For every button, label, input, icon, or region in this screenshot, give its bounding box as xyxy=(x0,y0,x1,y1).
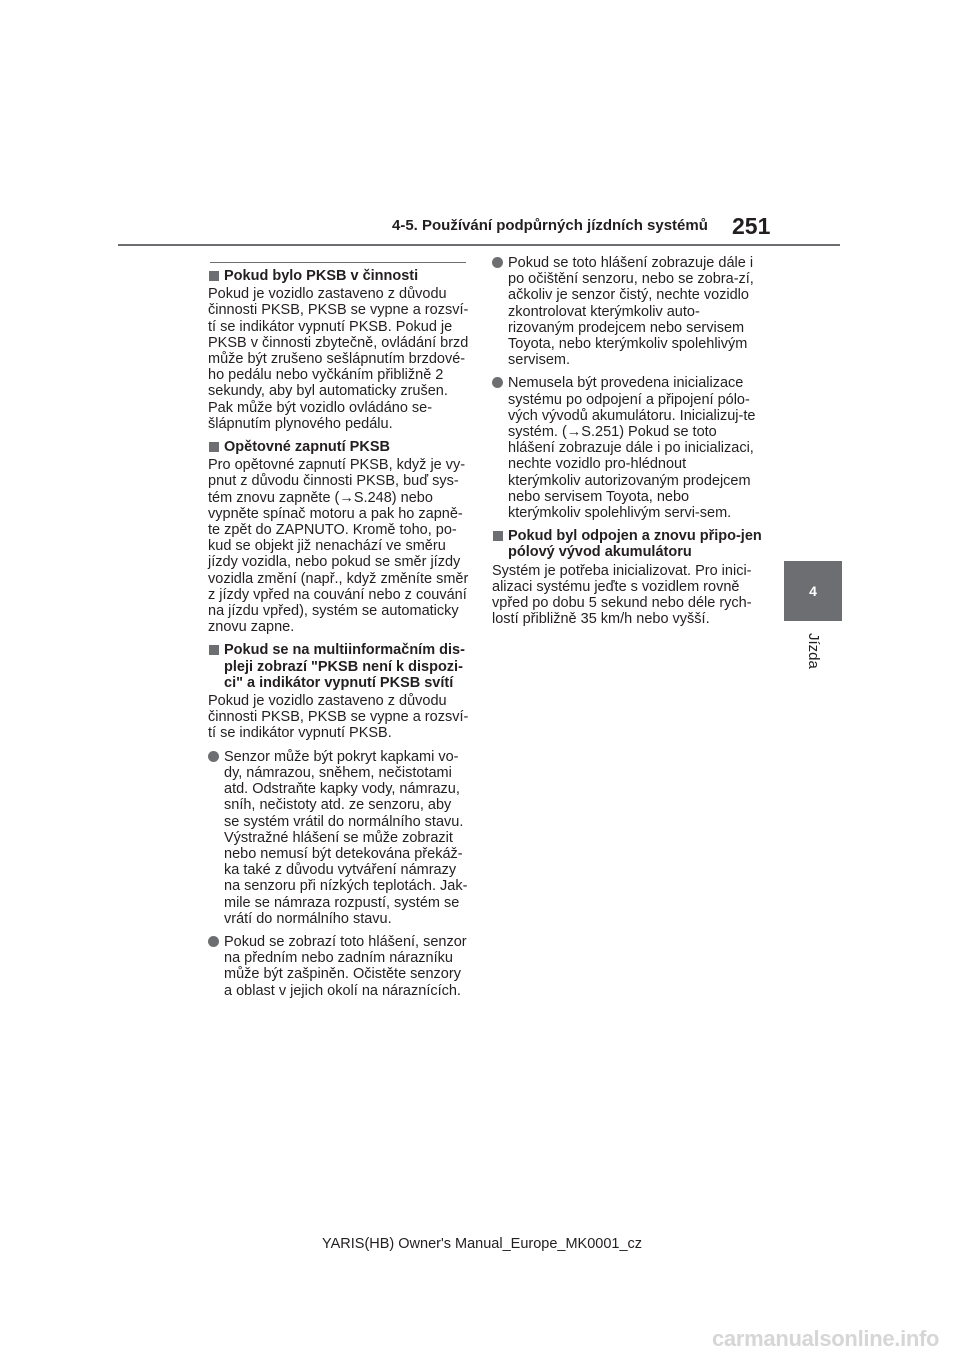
chapter-label: Jízda xyxy=(805,633,822,669)
right-column xyxy=(492,255,762,634)
footer-manual-id: YARIS(HB) Owner's Manual_Europe_MK0001_cz xyxy=(322,1236,643,1252)
header-divider xyxy=(118,244,840,246)
paragraph-pksb-unavailable: Pokud je vozidlo zastaveno z důvodu činnosti PKSB, PKSB se vypne a rozsví-tí se indikátor vypnutí PKSB. xyxy=(208,693,469,742)
bullet-message-persists: Pokud se toto hlášení zobrazuje dále i po očištění senzoru, nebo se zobra-zí, ačkoliv je senzor čistý, nechte vozidlo zkontrolovat kterýmkoliv auto-rizovaným prodejcem nebo servisem Toyota, nebo kterýmkoliv spolehlivým servisem. xyxy=(492,255,762,368)
bullet-initialization: Nemusela být provedena inicializace systému po odpojení a připojení pólo-vých vývodů akumulátoru. Inicializuj-te systém. (→S.251) Pokud se toto hlášení zobrazuje dále i po inicializaci, nechte vozidlo pro-hlédnout kterýmkoliv autorizovaným prodejcem nebo servisem Toyota, nebo kterýmkoliv spolehlivým servi-sem. xyxy=(492,375,762,521)
left-column xyxy=(208,268,470,1006)
paragraph-battery-reconnected: Systém je potřeba inicializovat. Pro inici-alizaci systému jeďte s vozidlem rovně vpřed po dobu 5 sekund nebo déle rych-lostí přibližně 35 km/h nebo vyšší. xyxy=(492,562,752,628)
paragraph-pksb-active: Pokud je vozidlo zastaveno z důvodu činnosti PKSB, PKSB se vypne a rozsví-tí se indikátor vypnutí PKSB. Pokud je PKSB v činnosti zbytečně, ovládání brzd může být zrušeno sešlápnutím brzdové-ho pedálu nebo vyčkáním přibližně 2 sekundy, aby byl automaticky zrušen. Pak může být vozidlo ovládáno se-šlápnutím plynového pedálu. xyxy=(208,286,469,432)
heading-pksb-unavailable: Pokud se na multiinformačním dis-pleji zobrazí "PKSB není k dispozi-ci" a indikátor vypnutí PKSB svítí xyxy=(208,642,470,691)
bullet-sensor-covered: Senzor může být pokryt kapkami vo-dy, námrazou, sněhem, nečistotami atd. Odstraňte kapky vody, námrazu, sníh, nečistoty atd. ze senzoru, aby se systém vrátil do normálního stavu. Výstražné hlášení se může zobrazit nebo nemusí být detekována překáž-ka také z důvodu vytváření námrazy na senzoru při nízkých teplotách. Jak-mile se námraza rozpustí, systém se vrátí do normálního stavu. xyxy=(208,749,470,927)
heading-battery-reconnected: Pokud byl odpojen a znovu připo-jen pólový vývod akumulátoru xyxy=(492,528,762,560)
chapter-tab xyxy=(784,561,842,621)
column-divider xyxy=(210,262,466,263)
watermark: carmanualsonline.info xyxy=(712,1326,940,1351)
heading-pksb-reenable: Opětovné zapnutí PKSB xyxy=(208,439,470,455)
heading-pksb-active: Pokud bylo PKSB v činnosti xyxy=(208,268,470,284)
section-title: 4-5. Používání podpůrných jízdních systémů xyxy=(392,217,708,234)
page-number: 251 xyxy=(732,213,771,239)
chapter-number: 4 xyxy=(809,583,817,599)
paragraph-pksb-reenable: Pro opětovné zapnutí PKSB, když je vy-pnut z důvodu činnosti PKSB, buď sys-tém znovu zapněte (→S.248) nebo vypněte spínač motoru a pak ho zapně-te zpět do ZAPNUTO. Kromě toho, po-kud se objekt již nenachází ve směru jízdy vozidla, nebo pokud se směr jízdy vozidla změní (např., když změníte směr z jízdy vpřed na couvání nebo z couvání na jízdu vpřed), systém se automaticky znovu zapne. xyxy=(208,457,469,636)
bullet-sensor-dirty: Pokud se zobrazí toto hlášení, senzor na předním nebo zadním nárazníku může být zašpiněn. Očistěte senzory a oblast v jejich okolí na náraznících. xyxy=(208,934,470,999)
